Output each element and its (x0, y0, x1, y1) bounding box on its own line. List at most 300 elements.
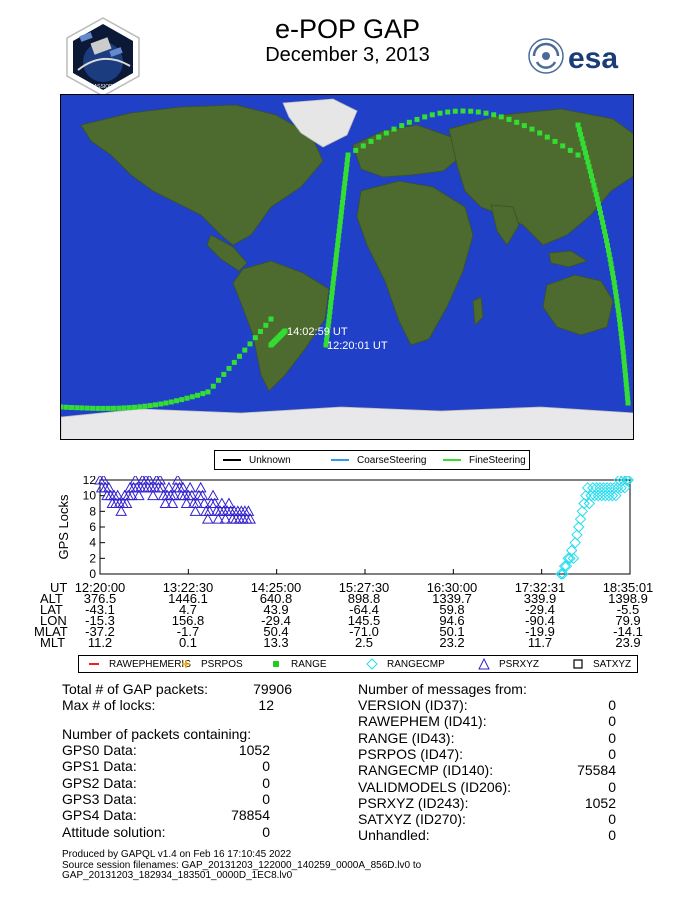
plot-legend-item-satxyz (571, 656, 631, 672)
track-point (560, 143, 565, 148)
map-annotation-2: 12:20:01 UT (327, 340, 388, 352)
orbit-cell: 17:32:31 (514, 580, 566, 595)
legend-label: RANGECMP (387, 658, 445, 670)
track-point (553, 139, 558, 144)
track-point (621, 354, 626, 359)
track-point (174, 398, 179, 403)
legend-label: RANGE (291, 658, 327, 670)
track-point (603, 234, 608, 239)
orbit-row-label: MLT (40, 635, 66, 650)
y-tick-label: 10 (82, 488, 96, 503)
track-point (624, 387, 629, 392)
track-point (206, 389, 211, 394)
track-point (415, 117, 420, 122)
track-point (606, 248, 611, 253)
track-point (568, 148, 573, 153)
track-point (85, 406, 90, 411)
track-point (216, 378, 221, 383)
plot-legend-item-rangecmp (365, 656, 445, 672)
track-point (232, 360, 237, 365)
continent-north-america (81, 105, 323, 245)
track-point (576, 123, 581, 128)
packet-type-label: GPS4 Data: (62, 807, 137, 824)
orbit-row-label: LAT (40, 602, 63, 617)
madagascar (473, 297, 483, 325)
track-point (200, 391, 205, 396)
mission-logo-text: CASSIOPE (90, 84, 116, 90)
track-point (399, 123, 404, 128)
orbit-cell: 0.1 (178, 635, 198, 650)
track-point (106, 406, 111, 411)
track-point (343, 172, 348, 177)
track-point (332, 267, 337, 272)
track-point (328, 305, 333, 310)
track-point (169, 400, 174, 405)
track-point (600, 220, 605, 225)
message-type-value: 0 (608, 713, 616, 730)
indonesia (549, 251, 587, 267)
y-axis-label: GPS Locks (56, 494, 71, 560)
track-point (453, 109, 458, 114)
orbit-cell: -37.2 (85, 624, 115, 639)
packets-containing-label: Number of packets containing: (62, 726, 252, 742)
orbit-cell: -43.1 (85, 602, 115, 617)
track-point (327, 309, 332, 314)
legend-label: CoarseSteering (357, 454, 427, 466)
track-point (353, 148, 358, 153)
track-point (577, 127, 582, 132)
track-point (328, 300, 333, 305)
message-type-label: PSRXYZ (ID243): (358, 794, 469, 811)
orbit-cell: 640.8 (259, 591, 293, 606)
track-point (337, 224, 342, 229)
track-point (341, 195, 346, 200)
track-point (330, 286, 335, 291)
esa-logo-text: esa (568, 42, 619, 75)
legend-marker-icon (365, 658, 379, 670)
track-point (95, 406, 100, 411)
track-point (610, 271, 615, 276)
orbit-cell: -5.5 (616, 602, 640, 617)
map-legend-item-unknown (223, 451, 291, 469)
track-point (269, 317, 274, 322)
continents (61, 99, 634, 440)
orbit-cell: 79.9 (615, 613, 641, 628)
orbit-cell: -1.7 (176, 624, 200, 639)
track-point (132, 405, 137, 410)
track-point (587, 164, 592, 169)
track-point (263, 323, 268, 328)
track-point (211, 384, 216, 389)
track-point (576, 153, 581, 158)
track-point (335, 248, 340, 253)
track-point (185, 396, 190, 401)
track-point (74, 405, 79, 410)
message-type-value: 75584 (577, 762, 616, 779)
track-point (579, 136, 584, 141)
track-point (334, 252, 339, 257)
track-point (195, 393, 200, 398)
esa-logo (528, 36, 638, 76)
message-type-label: RANGE (ID43): (358, 729, 455, 746)
track-point (153, 402, 158, 407)
track-point (619, 336, 624, 341)
y-tick-label: 6 (89, 520, 96, 534)
track-point (607, 252, 612, 257)
track-point (616, 308, 621, 313)
track-point (326, 319, 331, 324)
track-point (342, 186, 347, 191)
data-point-rangecmp (606, 483, 616, 493)
track-point (438, 111, 443, 116)
track-point (613, 289, 618, 294)
track-point (609, 262, 614, 267)
data-point-psrxyz (240, 506, 250, 515)
track-point (604, 238, 609, 243)
continent-africa (357, 181, 473, 345)
map-annotation-1: 14:02:59 UT (287, 326, 348, 338)
packet-type-value: 0 (262, 774, 270, 791)
track-point (581, 141, 586, 146)
track-point (461, 109, 466, 114)
message-type-value: 0 (608, 729, 616, 746)
gps-locks-chart (0, 476, 695, 586)
track-point (621, 350, 626, 355)
continent-antarctica (61, 407, 634, 440)
orbit-row-label: LON (40, 613, 67, 628)
y-tick-label: 4 (89, 535, 96, 550)
track-point (625, 391, 630, 396)
orbit-cell: 13:22:30 (162, 580, 214, 595)
legend-marker-icon (87, 658, 101, 670)
message-type-label: RAWEPHEM (ID41): (358, 713, 487, 730)
track-point (522, 123, 527, 128)
track-point (343, 176, 348, 181)
track-point (499, 114, 504, 119)
map-legend-item-coarsesteering (331, 451, 426, 469)
track-point (344, 167, 349, 172)
orbit-cell: 94.6 (439, 613, 465, 628)
legend-line-icon (223, 459, 241, 461)
message-type-value: 1052 (584, 794, 616, 811)
orbit-cell: 13.3 (263, 635, 289, 650)
track-point (619, 331, 624, 336)
track-point (622, 363, 627, 368)
orbit-cell: 23.9 (615, 635, 641, 650)
track-point (595, 197, 600, 202)
packet-type-value: 78854 (231, 807, 270, 824)
data-point-rangecmp (576, 514, 586, 524)
track-point (111, 406, 116, 411)
map-legend-item-finesteering (443, 451, 526, 469)
track-point (476, 110, 481, 115)
track-point (361, 143, 366, 148)
track-point (614, 294, 619, 299)
mission-logo (62, 16, 144, 98)
track-point (330, 290, 335, 295)
track-point (137, 404, 142, 409)
message-type-value: 0 (608, 811, 616, 828)
track-point (253, 335, 258, 340)
track-point (127, 405, 132, 410)
track-point (333, 262, 338, 267)
track-point (336, 233, 341, 238)
track-point (376, 135, 381, 140)
track-point (248, 341, 253, 346)
orbit-cell: 11.7 (527, 635, 553, 650)
data-point-rangecmp (597, 491, 607, 501)
track-point (340, 200, 345, 205)
track-point (69, 405, 74, 410)
packet-type-label: GPS2 Data: (62, 774, 137, 791)
messages-from-label: Number of messages from: (358, 681, 527, 697)
data-point-rangecmp (574, 522, 584, 532)
track-point (384, 131, 389, 136)
track-point (116, 406, 121, 411)
track-point (537, 131, 542, 136)
map-canvas (61, 95, 634, 440)
orbit-cell: -29.4 (525, 602, 555, 617)
track-point (148, 403, 153, 408)
orbit-cell: 43.9 (263, 602, 289, 617)
track-point (337, 229, 342, 234)
plot-legend-item-rawephemeris (87, 656, 191, 672)
track-point (615, 299, 620, 304)
total-packets-value: 79906 (253, 681, 292, 697)
orbit-cell: 23.2 (439, 635, 465, 650)
track-point (484, 111, 489, 116)
track-point (612, 285, 617, 290)
continent-europe (353, 125, 463, 177)
track-point (589, 174, 594, 179)
orbit-row-label: ALT (40, 591, 63, 606)
track-point (336, 238, 341, 243)
data-point-psrxyz (196, 483, 206, 492)
data-point-rangecmp (572, 530, 582, 540)
track-point (618, 322, 623, 327)
track-point (491, 112, 496, 117)
world-map (60, 94, 634, 440)
orbit-cell: 59.8 (439, 602, 465, 617)
footer-source-line-2: GAP_20131203_182934_183501_0000D_1EC8.lv0 (62, 870, 293, 881)
track-point (345, 157, 350, 162)
track-point (608, 257, 613, 262)
track-point (237, 354, 242, 359)
y-tick-label: 0 (89, 567, 96, 581)
track-point (339, 210, 344, 215)
packet-type-label: GPS0 Data: (62, 742, 137, 758)
track-point (227, 366, 232, 371)
track-point (341, 191, 346, 196)
track-point (333, 257, 338, 262)
packet-type-value: 0 (262, 790, 270, 807)
packet-type-value: 1052 (238, 742, 270, 758)
orbit-cell: -19.9 (525, 624, 555, 639)
y-tick-label: 2 (89, 551, 96, 566)
page-title: e-POP GAP (274, 14, 421, 44)
x-ticks (100, 569, 630, 574)
track-point (612, 280, 617, 285)
track-point (342, 181, 347, 186)
orbit-cell: 1398.9 (608, 591, 648, 606)
track-point (596, 201, 601, 206)
track-point (164, 401, 169, 406)
track-point (338, 219, 343, 224)
orbit-cell: -64.4 (349, 602, 379, 617)
packet-type-value: 0 (262, 823, 270, 840)
track-point (346, 153, 351, 158)
max-locks-label: Max # of locks: (62, 697, 156, 713)
plot-legend-item-psrpos (179, 656, 243, 672)
legend-label: PSRXYZ (499, 658, 540, 670)
legend-label: PSRPOS (201, 658, 243, 670)
data-point-rangecmp (607, 491, 617, 501)
message-type-label: Unhandled: (358, 827, 430, 844)
message-type-value: 0 (608, 778, 616, 795)
legend-label: Unknown (249, 454, 291, 466)
track-point (344, 162, 349, 167)
orbit-cell: 18:35:01 (602, 580, 654, 595)
plot-legend (78, 655, 638, 673)
track-point (392, 127, 397, 132)
track-point (101, 406, 106, 411)
orbit-cell: 1339.7 (432, 591, 472, 606)
message-type-label: SATXYZ (ID270): (358, 811, 466, 828)
data-point-psrxyz (243, 506, 253, 515)
track-point (339, 205, 344, 210)
track-point (584, 155, 589, 160)
data-point-rangecmp (602, 483, 612, 493)
track-point (514, 120, 519, 125)
packet-type-label: Attitude solution: (62, 823, 166, 840)
data-point-psrxyz (236, 506, 246, 515)
orbit-cell: -15.3 (85, 613, 115, 628)
track-point (599, 215, 604, 220)
track-point (597, 206, 602, 211)
track-point (585, 160, 590, 165)
track-point (331, 281, 336, 286)
track-point (507, 117, 512, 122)
legend-label: SATXYZ (593, 658, 632, 670)
track-point (583, 150, 588, 155)
message-type-label: RANGECMP (ID140): (358, 762, 494, 779)
track-point (626, 401, 631, 406)
packet-type-value: 0 (262, 758, 270, 775)
track-point (335, 243, 340, 248)
packet-type-label: GPS1 Data: (62, 758, 137, 775)
orbit-cell: 16:30:00 (426, 580, 478, 595)
data-point-rangecmp (611, 491, 621, 501)
footer-produced-by: Produced by GAPQL v1.4 on Feb 16 17:10:45 2022 (62, 849, 292, 860)
track-point (422, 114, 427, 119)
track-point (620, 340, 625, 345)
y-tick-label: 8 (89, 504, 96, 519)
track-point (624, 382, 629, 387)
track-point (545, 135, 550, 140)
track-point (602, 229, 607, 234)
track-point (594, 192, 599, 197)
track-point (143, 404, 148, 409)
orbit-cell: -71.0 (349, 624, 379, 639)
track-point (623, 377, 628, 382)
orbit-cell: 145.5 (347, 613, 381, 628)
track-point (601, 224, 606, 229)
data-point-rangecmp (616, 483, 626, 493)
track-point (122, 405, 127, 410)
track-point (591, 183, 596, 188)
orbit-cell: 11.2 (87, 635, 113, 650)
track-point (578, 132, 583, 137)
track-point (90, 406, 95, 411)
legend-line-icon (443, 459, 461, 461)
track-point (331, 276, 336, 281)
orbit-cell: 1446.1 (168, 591, 208, 606)
orbit-cell: 50.1 (439, 624, 465, 639)
legend-marker-icon (477, 658, 491, 670)
legend-line-icon (331, 459, 349, 461)
track-point (258, 329, 263, 334)
plot-legend-item-psrxyz (477, 656, 539, 672)
plot-marks (95, 476, 633, 579)
plot-legend-item-range (269, 656, 327, 672)
message-type-label: PSRPOS (ID47): (358, 745, 464, 762)
track-point (158, 402, 163, 407)
data-point-rangecmp (609, 483, 619, 493)
legend-label: RAWEPHEMERIS (109, 658, 191, 670)
track-point (622, 359, 627, 364)
continent-australia (543, 275, 613, 335)
message-type-value: 0 (608, 827, 616, 844)
orbit-cell: 12:20:00 (74, 580, 126, 595)
orbit-cell: 898.8 (347, 591, 381, 606)
orbit-cell: 50.4 (263, 624, 289, 639)
track-point (625, 396, 630, 401)
data-point-rangecmp (593, 491, 603, 501)
continent-asia (449, 109, 634, 245)
orbit-cell: 156.8 (171, 613, 205, 628)
page-subtitle: December 3, 2013 (265, 44, 430, 66)
orbit-cell: 15:27:30 (338, 580, 390, 595)
track-point (615, 303, 620, 308)
track-point (605, 243, 610, 248)
total-packets-label: Total # of GAP packets: (62, 681, 209, 697)
orbit-cell: 4.7 (178, 602, 198, 617)
message-type-value: 0 (608, 745, 616, 762)
y-tick-label: 12 (82, 476, 96, 487)
orbit-cell: 2.5 (354, 635, 374, 650)
track-point (468, 109, 473, 114)
track-point (623, 373, 628, 378)
orbit-cell: 14:25:00 (250, 580, 302, 595)
data-point-rangecmp (595, 483, 605, 493)
orbit-cell: -29.4 (261, 613, 291, 628)
legend-marker-icon (179, 658, 193, 670)
track-point (590, 178, 595, 183)
data-point-rangecmp (599, 483, 609, 493)
track-point (609, 266, 614, 271)
track-point (80, 405, 85, 410)
data-point-rangecmp (577, 506, 587, 516)
track-point (407, 120, 412, 125)
track-point (530, 127, 535, 132)
data-point-psrxyz (208, 491, 218, 500)
footer-source-line-1: Source session filenames: GAP_20131203_122000_140259_0000A_856D.lv0 to (62, 860, 422, 871)
map-legend (214, 450, 530, 470)
packet-type-label: GPS3 Data: (62, 790, 137, 807)
max-locks-value: 12 (258, 697, 274, 713)
data-point-rangecmp (613, 483, 623, 493)
track-point (623, 368, 628, 373)
